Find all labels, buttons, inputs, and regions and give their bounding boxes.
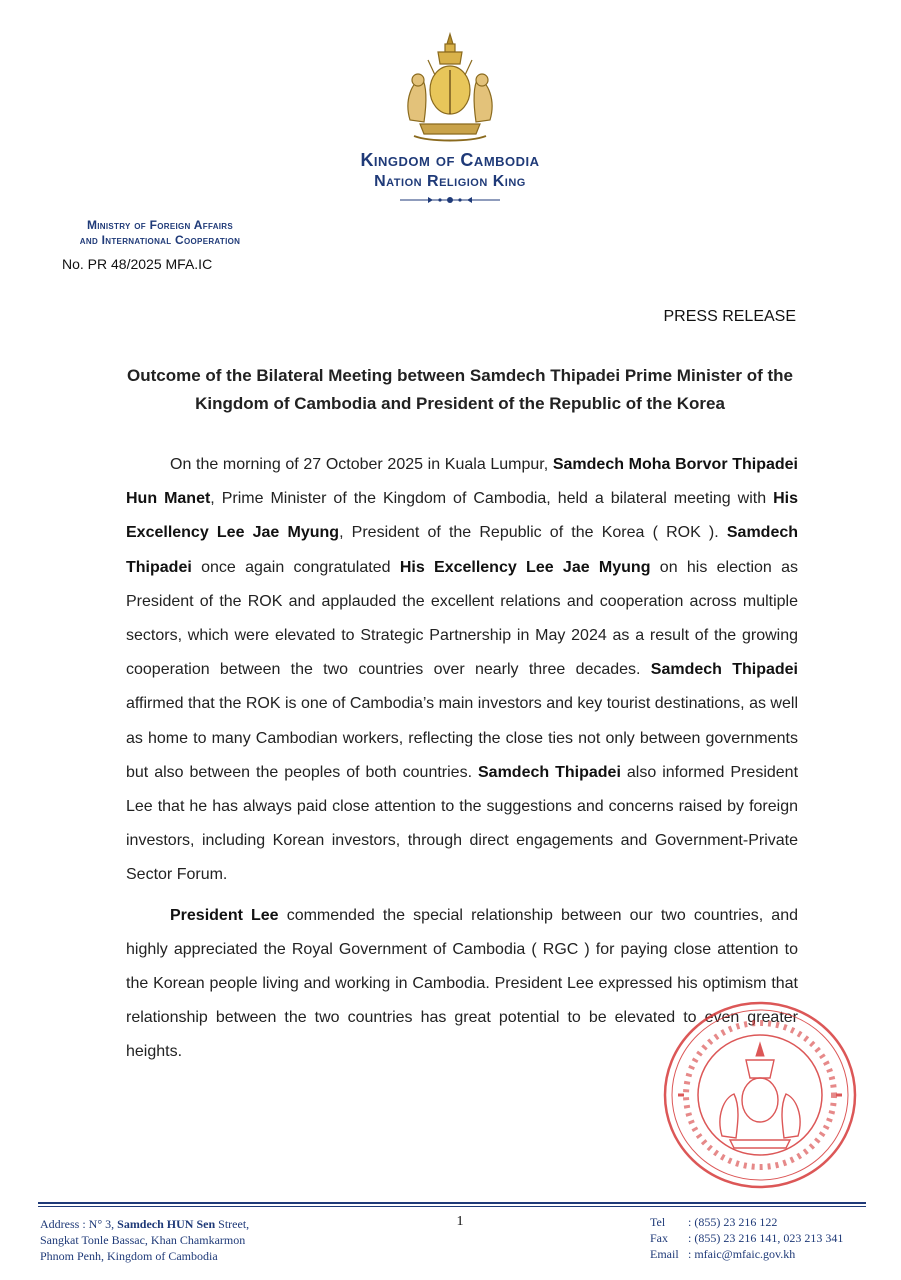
divider-ornament-icon [400, 194, 500, 206]
text-run: on his election as President of the ROK and applauded the excellent relations and cooperation across multiple sectors, which were elevated to Strategic Partnership in May 2024 as a result of the growing cooperation between the two countries over nearly three decades. [126, 558, 799, 679]
bold-run: His Excellency Lee Jae Myung [399, 558, 651, 576]
title-line-2: Kingdom of Cambodia and President of the Republic of the Korea [195, 394, 725, 413]
email-row [650, 1246, 843, 1262]
title-line-1: Outcome of the Bilateral Meeting between Samdech Thipadei Prime Minister of the [127, 366, 793, 385]
email-value[interactable]: : mfaic@mfaic.gov.kh [688, 1247, 796, 1261]
document-title [110, 362, 810, 418]
address-street-name: Samdech HUN Sen [117, 1217, 216, 1231]
address-line-2: Sangkat Tonle Bassac, Khan Chamkarmon [40, 1233, 246, 1247]
footer-divider [38, 1202, 866, 1204]
text-run: affirmed that the ROK is one of Cambodia’s main investors and key tourist destinations, as well as home to many Cambodian workers, reflecting the close ties not only between governments but also between the peoples of both countries. [126, 695, 798, 781]
text-run: commended the special relationship between our two countries, and highly appreciated the Royal Government of Cambodia ( RGC ) for paying close attention to the Korean people living and working in Cambodia. President Lee expressed his optimism that relationship between the two countries has great potential to be elevated to even greater heights. [126, 906, 798, 1061]
text-run: On the morning of 27 October 2025 in Kuala Lumpur, [170, 456, 553, 473]
kingdom-motto: Nation Religion King [374, 173, 526, 190]
fax-label: Fax [650, 1231, 668, 1245]
ministry-line-2: and International Cooperation [79, 233, 241, 247]
fax-row [650, 1230, 843, 1246]
kingdom-name: Kingdom of Cambodia [360, 150, 540, 170]
address-line-1 [40, 1216, 249, 1232]
ministry-name [30, 218, 290, 248]
bold-run: President Lee [170, 906, 279, 924]
royal-emblem-icon [390, 30, 510, 148]
official-seal-icon [660, 998, 860, 1192]
document-number: No. PR 48/2025 MFA.IC [62, 256, 213, 272]
footer-contact [650, 1214, 843, 1262]
ministry-line-1: Ministry of Foreign Affairs [86, 218, 234, 232]
bold-run: Samdech Moha Borvor Thipadei Hun Manet [126, 456, 798, 508]
text-run: also informed President Lee that he has always paid close attention to the suggestions and concerns raised by foreign investors, including Korean investors, through direct engagements and Government-Private Sector Forum. [126, 763, 799, 884]
address-label: Address : N° 3, [40, 1217, 118, 1231]
address-line-3: Phnom Penh, Kingdom of Cambodia [40, 1249, 218, 1263]
text-run: once again congratulated [191, 558, 400, 576]
bold-run: Samdech Thipadei [126, 524, 799, 576]
tel-value: : (855) 23 216 122 [688, 1215, 778, 1229]
paragraph-1 [126, 448, 798, 893]
bold-run: His Excellency Lee Jae Myung [126, 490, 798, 542]
kingdom-heading [300, 150, 600, 191]
footer-divider-thin [38, 1206, 866, 1207]
tel-row [650, 1214, 843, 1230]
tel-label: Tel [650, 1215, 666, 1229]
bold-run: Samdech Thipadei [650, 661, 798, 679]
document-body [126, 448, 798, 1076]
address-street-suffix: Street, [215, 1217, 250, 1231]
press-release-label: PRESS RELEASE [663, 308, 796, 325]
text-run: , Prime Minister of the Kingdom of Cambodia, held a bilateral meeting with [210, 490, 774, 508]
text-run: , President of the Republic of the Korea ( ROK ). [339, 524, 727, 542]
page-number: 1 [456, 1214, 464, 1229]
email-label: Email [650, 1247, 679, 1261]
bold-run: Samdech Thipadei [478, 763, 621, 781]
footer-address [40, 1216, 249, 1264]
fax-value: : (855) 23 216 141, 023 213 341 [688, 1231, 844, 1245]
